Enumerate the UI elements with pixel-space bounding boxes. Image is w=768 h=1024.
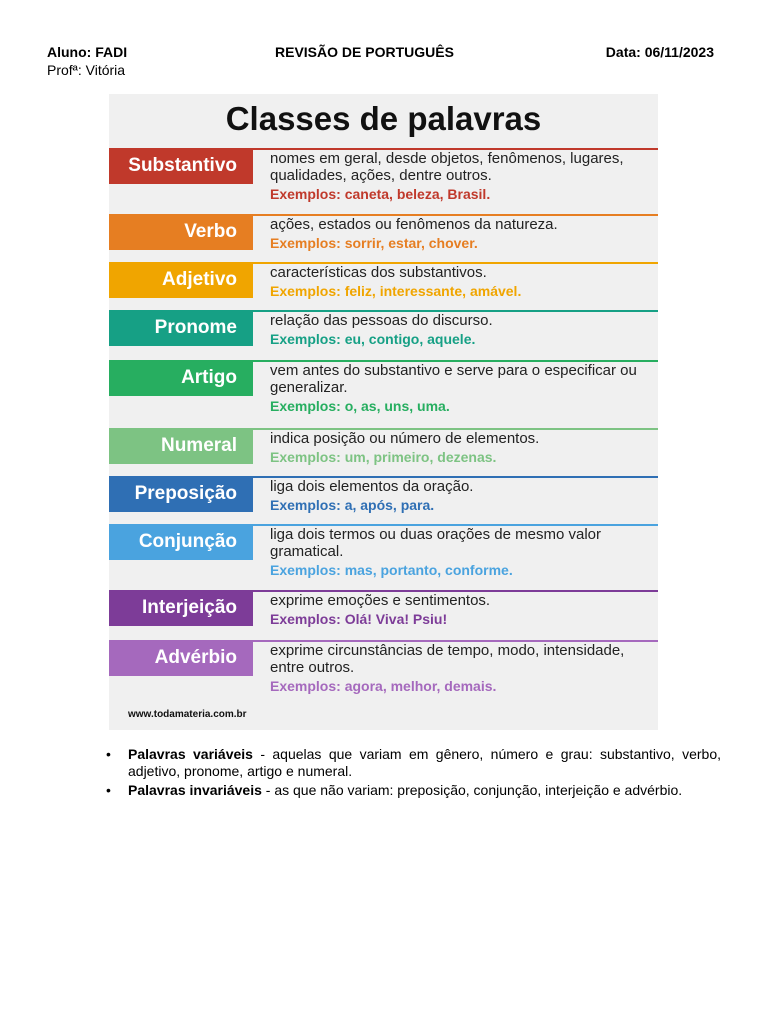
word-class-label: Verbo (109, 214, 253, 250)
word-class-label: Substantivo (109, 148, 253, 184)
word-class-label: Conjunção (109, 524, 253, 560)
word-class-label: Artigo (109, 360, 253, 396)
examples-text: Exemplos: eu, contigo, aquele. (270, 331, 476, 347)
description-text: exprime circunstâncias de tempo, modo, intensidade, entre outros. (270, 642, 625, 676)
examples-text: Exemplos: caneta, beleza, Brasil. (270, 186, 491, 202)
word-class-description (270, 430, 650, 466)
description-text: características dos substantivos. (270, 264, 487, 281)
examples-text: Exemplos: mas, portanto, conforme. (270, 562, 513, 578)
description-text: liga dois elementos da oração. (270, 478, 474, 495)
examples-text: Exemplos: sorrir, estar, chover. (270, 235, 478, 251)
word-class-label: Pronome (109, 310, 253, 346)
examples-text: Exemplos: um, primeiro, dezenas. (270, 449, 497, 465)
examples-text: Exemplos: o, as, uns, uma. (270, 398, 450, 414)
note-term: Palavras invariáveis (128, 782, 262, 798)
word-class-description (270, 478, 650, 514)
description-text: exprime emoções e sentimentos. (270, 592, 491, 609)
word-class-label: Numeral (109, 428, 253, 464)
word-class-description (270, 150, 650, 203)
word-class-label: Adjetivo (109, 262, 253, 298)
list-item (106, 746, 721, 780)
infographic-title: Classes de palavras (225, 100, 542, 137)
word-class-label: Preposição (109, 476, 253, 512)
word-class-description (270, 642, 650, 695)
document-date: Data: 06/11/2023 (605, 44, 714, 60)
bullet-icon: • (106, 746, 111, 762)
word-class-label: Advérbio (109, 640, 253, 676)
word-class-label: Interjeição (109, 590, 253, 626)
description-text: relação das pessoas do discurso. (270, 312, 493, 329)
examples-text: Exemplos: agora, melhor, demais. (270, 678, 497, 694)
word-class-description (270, 592, 650, 628)
list-item (106, 782, 721, 799)
word-class-description (270, 362, 650, 415)
word-class-description (270, 312, 650, 348)
examples-text: Exemplos: feliz, interessante, amável. (270, 283, 522, 299)
description-text: nomes em geral, desde objetos, fenômenos, lugares, qualidades, ações, dentre outros. (270, 150, 624, 184)
description-text: indica posição ou número de elementos. (270, 430, 540, 447)
notes-list (106, 746, 721, 801)
student-name: Aluno: FADI (47, 44, 128, 60)
examples-text: Exemplos: Olá! Viva! Psiu! (270, 611, 448, 627)
word-class-description (270, 264, 650, 300)
note-term: Palavras variáveis (128, 746, 253, 762)
examples-text: Exemplos: a, após, para. (270, 497, 435, 513)
document-header (47, 44, 719, 84)
word-class-description (270, 216, 650, 252)
word-classes-infographic (109, 94, 658, 730)
bullet-icon: • (106, 782, 111, 798)
description-text: vem antes do substantivo e serve para o especificar ou generalizar. (270, 362, 637, 396)
word-class-description (270, 526, 650, 579)
document-title: REVISÃO DE PORTUGUÊS (275, 44, 454, 60)
note-text: - aquelas que variam em gênero, número e grau: substantivo, verbo, adjetivo, pronome, artigo e numeral. (128, 746, 721, 779)
source-website: www.todamateria.com.br (128, 709, 247, 720)
description-text: liga dois termos ou duas orações de mesmo valor gramatical. (270, 526, 601, 560)
description-text: ações, estados ou fenômenos da natureza. (270, 216, 558, 233)
note-text: - as que não variam: preposição, conjunção, interjeição e advérbio. (261, 782, 683, 798)
teacher-name: Profª: Vitória (47, 62, 126, 78)
